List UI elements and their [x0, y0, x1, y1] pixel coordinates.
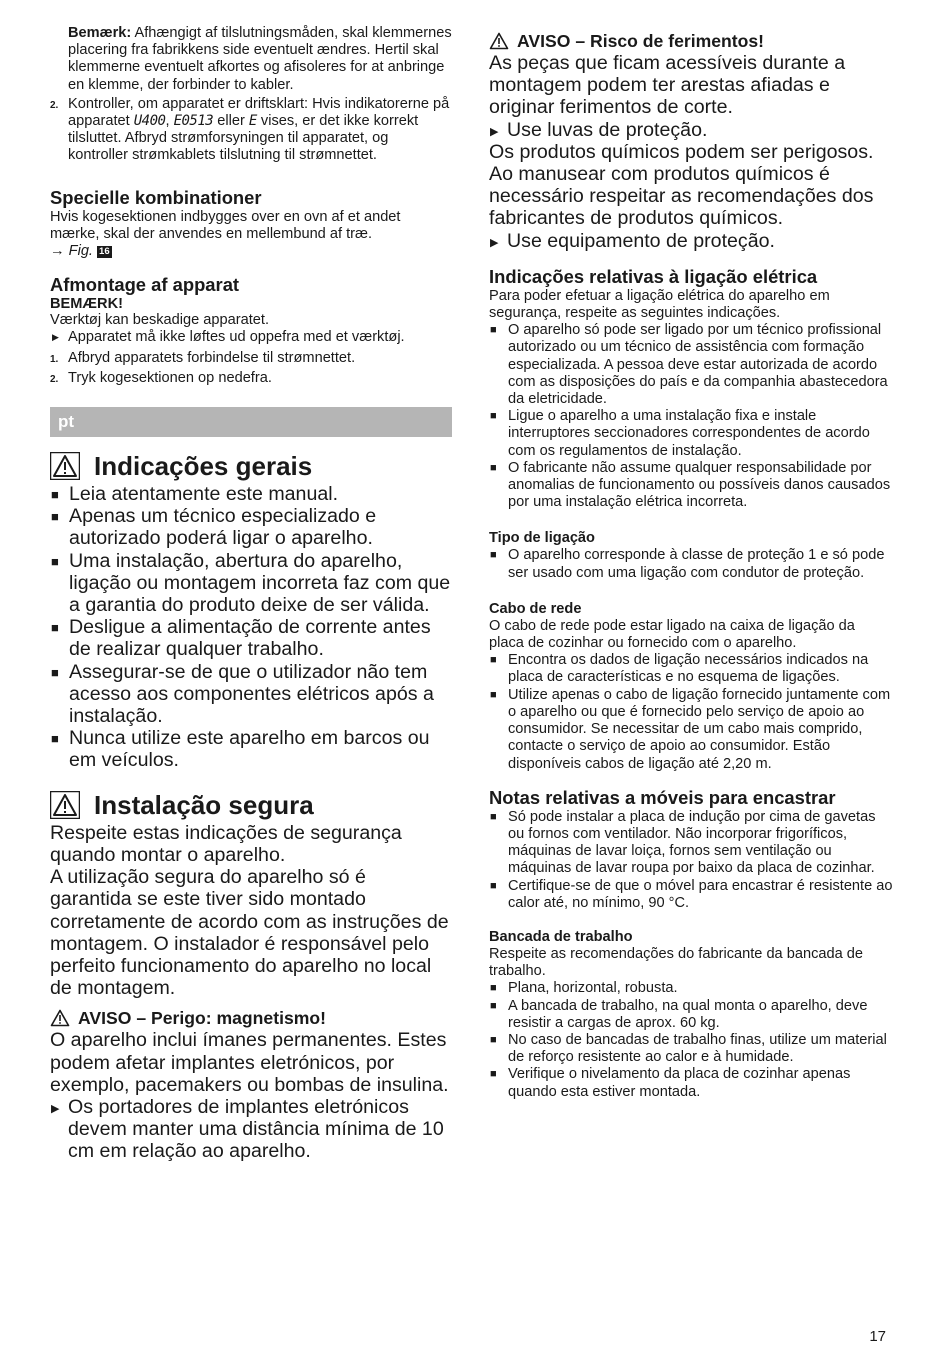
- list-item: [489, 322, 893, 408]
- list-item: [50, 483, 452, 505]
- check-step: [50, 96, 452, 165]
- step-text: Afbryd apparatets forbindelse til strømnettet.: [68, 349, 356, 366]
- square-bullet-icon: ■: [490, 410, 497, 423]
- check-step-list: [50, 96, 452, 165]
- electrical-list: [489, 322, 893, 511]
- code-separator: eller: [213, 113, 249, 130]
- list-item: [50, 661, 452, 728]
- step-number: 1.: [50, 353, 59, 365]
- list-item: [489, 230, 893, 252]
- list-item-text: Desligue a alimentação de corrente antes de realizar qualquer trabalho.: [69, 616, 431, 661]
- install-paragraph: A utilização segura do aparelho só é garantida se este tiver sido montado corretamente de acordo com as instruções de montagem. O instalador é responsável pelo perfeito funcionamento do aparelho no local de montagem.: [50, 866, 449, 1000]
- worktop-heading: Bancada de trabalho: [489, 928, 633, 945]
- list-item-text: Nunca utilize este aparelho em barcos ou em veículos.: [69, 727, 430, 772]
- list-item: [489, 878, 893, 912]
- heading-text: Instalação segura: [94, 789, 314, 820]
- list-item: [50, 550, 452, 617]
- note-block: [50, 25, 452, 94]
- power-cable-heading: Cabo de rede: [489, 600, 582, 617]
- injury-paragraph: As peças que ficam acessíveis durante a montagem podem ter arestas afiadas e originar ferimentos de corte.: [489, 52, 846, 119]
- warning-triangle-icon: [50, 791, 80, 819]
- list-item: [489, 1032, 893, 1066]
- list-item-text: Encontra os dados de ligação necessários indicados na placa de características e no esquema de ligações.: [508, 652, 869, 686]
- heading-text: AVISO – Risco de ferimentos!: [517, 31, 765, 51]
- list-item-text: Verifique o nivelamento da placa de cozinhar apenas quando esta estiver montada.: [508, 1066, 851, 1100]
- list-item: [50, 350, 452, 367]
- power-cable-list: [489, 652, 893, 772]
- arrow-icon: →: [50, 243, 65, 260]
- list-item-text: No caso de bancadas de trabalho finas, utilize um material de reforço resistente ao calor e à humidade.: [508, 1031, 887, 1066]
- heading-text: AVISO – Perigo: magnetismo!: [78, 1008, 326, 1029]
- list-item-text: O aparelho só pode ser ligado por um técnico profissional autorizado ou um técnico de assistência com formação especializada. A pessoa deve estar autorizada de acordo com as disposições do país e da companhia abastecedora da eletricidade.: [508, 322, 888, 408]
- furniture-list: [489, 809, 893, 912]
- list-item-text: Plana, horizontal, robusta.: [508, 980, 678, 997]
- list-item-text: Apenas um técnico especializado e autorizado poderá ligar o aparelho.: [69, 505, 377, 550]
- magnetism-bullets: [50, 1096, 452, 1163]
- note-text: Afhængigt af tilslutningsmåden, skal klemmernes placering fra fabrikkens side eventuelt ændres. Hertil skal klemmerne eventuelt afkortes og afisoleres for at anbringe en klemme, der forbinder to kabler.: [68, 25, 452, 93]
- list-item-text: Use luvas de proteção.: [507, 118, 708, 141]
- figure-number[interactable]: 16: [99, 246, 110, 258]
- display-code-u400: U400: [133, 113, 166, 130]
- page-number: 17: [869, 1328, 886, 1345]
- triangle-bullet-icon: ▶: [51, 1102, 60, 1115]
- step-text-b: vises, er det ikke korrekt tilsluttet. Afbryd strømforsyningen til apparatet, og kontroller strømkablets tilslutning til strømnettet.: [68, 113, 419, 164]
- square-bullet-icon: ■: [490, 688, 497, 701]
- square-bullet-icon: ■: [490, 461, 497, 474]
- right-column: [489, 30, 893, 1101]
- triangle-bullet-icon: ▶: [490, 125, 499, 138]
- general-list: [50, 483, 452, 772]
- list-item-text: Assegurar-se de que o utilizador não tem acesso aos componentes elétricos após a instalação.: [69, 660, 434, 728]
- warning-triangle-icon: [50, 1009, 70, 1027]
- square-bullet-icon: ■: [51, 731, 59, 747]
- list-item: [50, 370, 452, 387]
- square-bullet-icon: ■: [490, 879, 497, 892]
- list-item: [489, 980, 893, 997]
- square-bullet-icon: ■: [490, 810, 497, 823]
- list-item: [489, 408, 893, 460]
- notice-bullets: [50, 329, 452, 346]
- magnetism-text: O aparelho inclui ímanes permanentes. Estes podem afetar implantes eletrónicos, por exemplo, pacemakers ou bombas de insulina.: [50, 1029, 449, 1096]
- install-paragraph: Respeite estas indicações de segurança quando montar o aparelho.: [50, 821, 402, 866]
- notice-text: Værktøj kan beskadige apparatet.: [50, 312, 270, 329]
- list-item-text: Só pode instalar a placa de indução por cima de gavetas ou fornos com ventilador. Não incorporar frigoríficos, máquinas de lavar loiça, fornos sem ventilação ou máquinas de lavar roupa por baixo da placa de cozinhar.: [508, 808, 876, 877]
- list-item-text: O aparelho corresponde à classe de proteção 1 e só pode ser usado com uma ligação com condutor de proteção.: [508, 547, 885, 581]
- left-column: [50, 25, 452, 1163]
- square-bullet-icon: ■: [490, 982, 497, 995]
- square-bullet-icon: ■: [490, 1033, 497, 1046]
- list-item: [50, 727, 452, 771]
- list-item: [50, 329, 452, 346]
- list-item-text: Os portadores de implantes eletrónicos devem manter uma distância mínima de 10 cm em relação ao aparelho.: [68, 1095, 444, 1163]
- list-item: [489, 687, 893, 773]
- square-bullet-icon: ■: [490, 324, 497, 337]
- step-text: Tryk kogesektionen op nedefra.: [68, 369, 272, 386]
- step-text-a: Kontroller, om apparatet er driftsklart: Hvis indikatorerne på apparatet: [68, 95, 450, 130]
- warning-triangle-icon: [489, 32, 509, 50]
- worktop-list: [489, 980, 893, 1100]
- square-bullet-icon: ■: [490, 549, 497, 562]
- magnetism-warning-heading: [50, 1007, 452, 1029]
- list-item-text: Leia atentamente este manual.: [69, 483, 339, 506]
- injury-warning-heading: [489, 30, 893, 52]
- square-bullet-icon: ■: [51, 553, 59, 569]
- square-bullet-icon: ■: [490, 999, 497, 1012]
- list-item-text: Certifique-se de que o móvel para encastrar é resistente ao calor até, no mínimo, 90 °C.: [508, 877, 893, 911]
- dismount-heading: Afmontage af apparat: [50, 274, 240, 296]
- square-bullet-icon: ■: [51, 620, 59, 636]
- list-item: [489, 1066, 893, 1100]
- display-code-e0513: E0513: [173, 113, 214, 130]
- list-item-text: Apparatet må ikke løftes ud oppefra med et værktøj.: [68, 329, 405, 346]
- square-bullet-icon: ■: [490, 1068, 497, 1081]
- injury-bullets: [489, 119, 893, 141]
- list-item-text: Use equipamento de proteção.: [507, 229, 775, 252]
- list-item: [50, 505, 452, 549]
- electrical-heading: Indicações relativas à ligação elétrica: [489, 265, 818, 287]
- special-combinations-heading: Specielle kombinationer: [50, 186, 262, 208]
- square-bullet-icon: ■: [51, 509, 59, 525]
- special-combinations-text: Hvis kogesektionen indbygges over en ovn af et andet mærke, skal der anvendes en mellembund af træ.: [50, 208, 401, 242]
- list-item: [489, 119, 893, 141]
- list-item-text: A bancada de trabalho, na qual monta o aparelho, deve resistir a cargas de aprox. 60 kg.: [508, 997, 868, 1031]
- list-item: [489, 547, 893, 581]
- square-bullet-icon: ■: [490, 654, 497, 667]
- connection-type-list: [489, 547, 893, 581]
- notice-label: BEMÆRK!: [50, 296, 123, 313]
- list-item: [489, 809, 893, 878]
- note-label: Bemærk:: [68, 25, 132, 41]
- figure-reference: [50, 243, 452, 260]
- connection-type-heading: Tipo de ligação: [489, 530, 595, 547]
- list-item-text: Uma instalação, abertura do aparelho, ligação ou montagem incorreta faz com que a garantia do produto deixe de ser válida.: [69, 549, 451, 617]
- list-item: [489, 460, 893, 512]
- injury-paragraph: Os produtos químicos podem ser perigosos. Ao manusear com produtos químicos é necessário respeitar as recomendações dos fabricantes de produtos químicos.: [489, 140, 874, 230]
- general-heading: [50, 449, 452, 483]
- electrical-intro: Para poder efetuar a ligação elétrica do aparelho em segurança, respeite as seguintes indicações.: [489, 287, 830, 322]
- worktop-intro: Respeite as recomendações do fabricante da bancada de trabalho.: [489, 945, 864, 980]
- list-item: [50, 1096, 452, 1163]
- triangle-bullet-icon: ▶: [52, 332, 59, 343]
- list-item-text: O fabricante não assume qualquer responsabilidade por anomalias de funcionamento ou possíveis danos causados por uma instalação elétrica incorreta.: [508, 459, 891, 511]
- list-item: [489, 998, 893, 1032]
- language-code: pt: [58, 412, 75, 432]
- square-bullet-icon: ■: [51, 487, 59, 503]
- square-bullet-icon: ■: [51, 664, 59, 680]
- display-code-e: E: [248, 113, 257, 130]
- furniture-heading: Notas relativas a móveis para encastrar: [489, 786, 836, 808]
- injury-bullets: [489, 230, 893, 252]
- code-separator: ,: [165, 113, 174, 130]
- step-number: 2.: [50, 373, 59, 385]
- heading-text: Indicações gerais: [94, 451, 313, 482]
- list-item: [50, 616, 452, 660]
- step-number: 2.: [50, 99, 59, 111]
- figure-label: Fig.: [68, 243, 93, 260]
- install-heading: [50, 788, 452, 822]
- language-bar: [50, 407, 452, 437]
- warning-triangle-icon: [50, 452, 80, 480]
- dismount-steps: [50, 350, 452, 387]
- list-item-text: Ligue o aparelho a uma instalação fixa e instale interruptores seccionadores correspondentes de acordo com os regulamentos de instalação.: [508, 408, 870, 459]
- list-item: [489, 652, 893, 686]
- power-cable-intro: O cabo de rede pode estar ligado na caixa de ligação da placa de cozinhar ou fornecido com o aparelho.: [489, 617, 855, 652]
- triangle-bullet-icon: ▶: [490, 236, 499, 249]
- list-item-text: Utilize apenas o cabo de ligação fornecido juntamente com o aparelho ou que é fornecido pelo serviço de apoio ao consumidor. Se necessitar de um cabo mais comprido, contacte o serviço de apoio ao consumidor. Estão disponíveis cabos de ligação até 2,20 m.: [508, 686, 891, 772]
